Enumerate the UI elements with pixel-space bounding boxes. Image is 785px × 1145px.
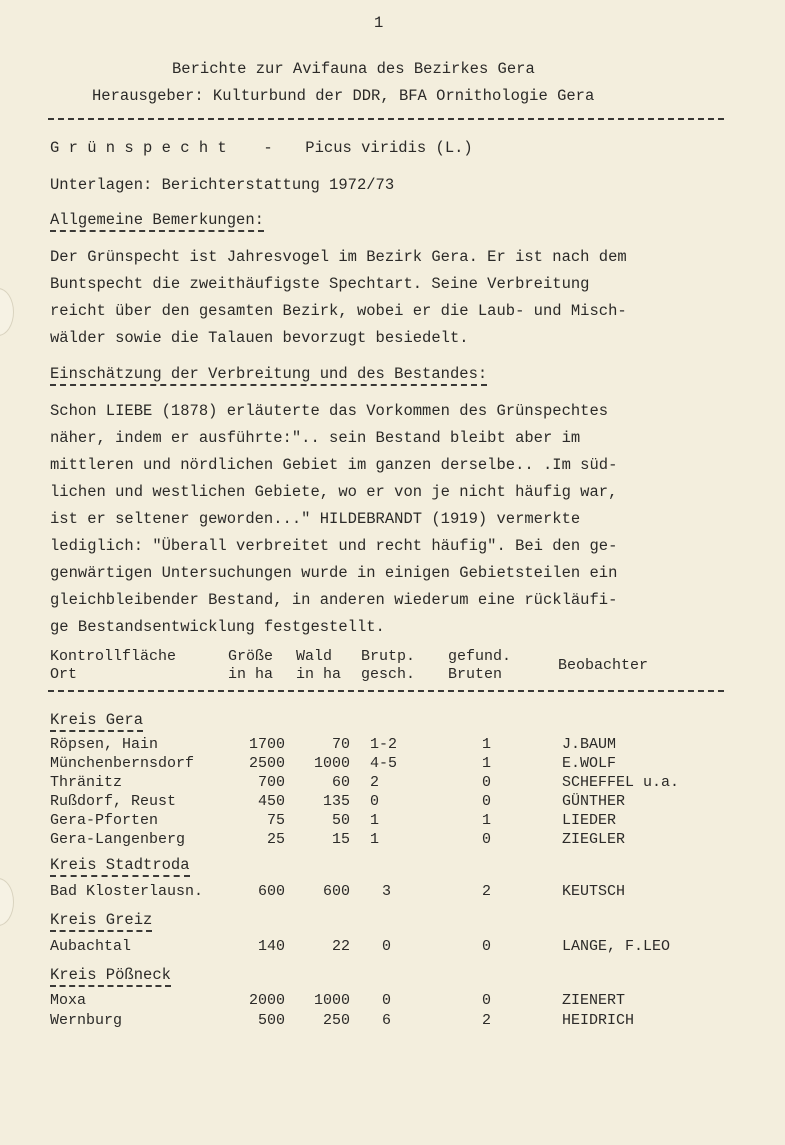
text-line: Buntspecht die zweithäufigste Spechtart. Seine Verbreitung <box>50 275 590 293</box>
section-heading-assessment <box>50 365 487 383</box>
table-header-divider <box>48 690 724 692</box>
table-row: Aubachtal 140 22 0 0 LANGE, F.LEO <box>50 938 671 955</box>
text-line: genwärtigen Untersuchungen wurde in einigen Gebietsteilen ein <box>50 564 618 582</box>
header-divider <box>48 118 724 120</box>
col-header-bruten: gefund. Bruten <box>448 648 512 683</box>
table-row: Moxa 2000 1000 0 0 ZIENERT <box>50 992 626 1009</box>
species-german-name: G r ü n s p e c h t <box>50 139 227 157</box>
table-row: Bad Klosterlausn. 600 600 3 2 KEUTSCH <box>50 883 626 900</box>
text-line: Schon LIEBE (1878) erläuterte das Vorkommen des Grünspechtes <box>50 402 609 420</box>
section-heading-general <box>50 211 264 229</box>
table-row: Röpsen, Hain 1700 70 1-2 1 J.BAUM <box>50 736 617 753</box>
header-title: Berichte zur Avifauna des Bezirkes Gera <box>172 60 535 78</box>
text-line: Der Grünspecht ist Jahresvogel im Bezirk Gera. Er ist nach dem <box>50 248 627 266</box>
text-line: näher, indem er ausführte:".. sein Bestand bleibt aber im <box>50 429 581 447</box>
text-line: mittleren und nördlichen Gebiet im ganzen derselbe.. .Im süd- <box>50 456 618 474</box>
district-heading: Kreis Gera <box>50 711 143 729</box>
text-line: wälder sowie die Talauen bevorzugt besiedelt. <box>50 329 469 347</box>
species-separator: - <box>263 139 273 157</box>
sources-line: Unterlagen: Berichterstattung 1972/73 <box>50 176 395 194</box>
district-heading: Kreis Greiz <box>50 911 152 929</box>
col-header-brutpaare: Brutp. gesch. <box>361 648 416 683</box>
text-line: ge Bestandsentwicklung festgestellt. <box>50 618 385 636</box>
district-heading: Kreis Pößneck <box>50 966 171 984</box>
text-line: lediglich: "Überall verbreitet und recht häufig". Bei den ge- <box>50 537 618 555</box>
district-heading: Kreis Stadtroda <box>50 856 190 874</box>
section-heading-assessment-text: Einschätzung der Verbreitung und des Bestandes: <box>50 365 487 386</box>
col-header-ort: Kontrollfläche Ort <box>50 648 177 683</box>
header-publisher: Herausgeber: Kulturbund der DDR, BFA Ornithologie Gera <box>92 87 595 105</box>
col-header-observer: Beobachter <box>558 657 649 674</box>
table-row: Gera-Langenberg 25 15 1 0 ZIEGLER <box>50 831 626 848</box>
section-assessment-body <box>50 398 740 641</box>
table-row: Wernburg 500 250 6 2 HEIDRICH <box>50 1012 635 1029</box>
section-heading-general-text: Allgemeine Bemerkungen: <box>50 211 264 232</box>
page-number: 1 <box>374 14 384 32</box>
text-line: ist er seltener geworden..." HILDEBRANDT (1919) vermerkte <box>50 510 581 528</box>
text-line: lichen und westlichen Gebiete, wo er von je nicht häufig war, <box>50 483 618 501</box>
table-row: Gera-Pforten 75 50 1 1 LIEDER <box>50 812 617 829</box>
text-line: reicht über den gesamten Bezirk, wobei er die Laub- und Misch- <box>50 302 627 320</box>
col-header-size: Größe in ha <box>228 648 274 683</box>
punch-hole <box>0 288 14 336</box>
text-line: gleichbleibender Bestand, in anderen wiederum eine rückläufi- <box>50 591 618 609</box>
species-latin-name: Picus viridis (L.) <box>305 139 473 157</box>
species-line <box>50 139 473 157</box>
section-general-body <box>50 244 740 352</box>
table-row: Münchenbernsdorf 2500 1000 4-5 1 E.WOLF <box>50 755 617 772</box>
col-header-wald: Wald in ha <box>296 648 342 683</box>
table-row: Rußdorf, Reust 450 135 0 0 GÜNTHER <box>50 793 626 810</box>
table-row: Thränitz 700 60 2 0 SCHEFFEL u.a. <box>50 774 680 791</box>
